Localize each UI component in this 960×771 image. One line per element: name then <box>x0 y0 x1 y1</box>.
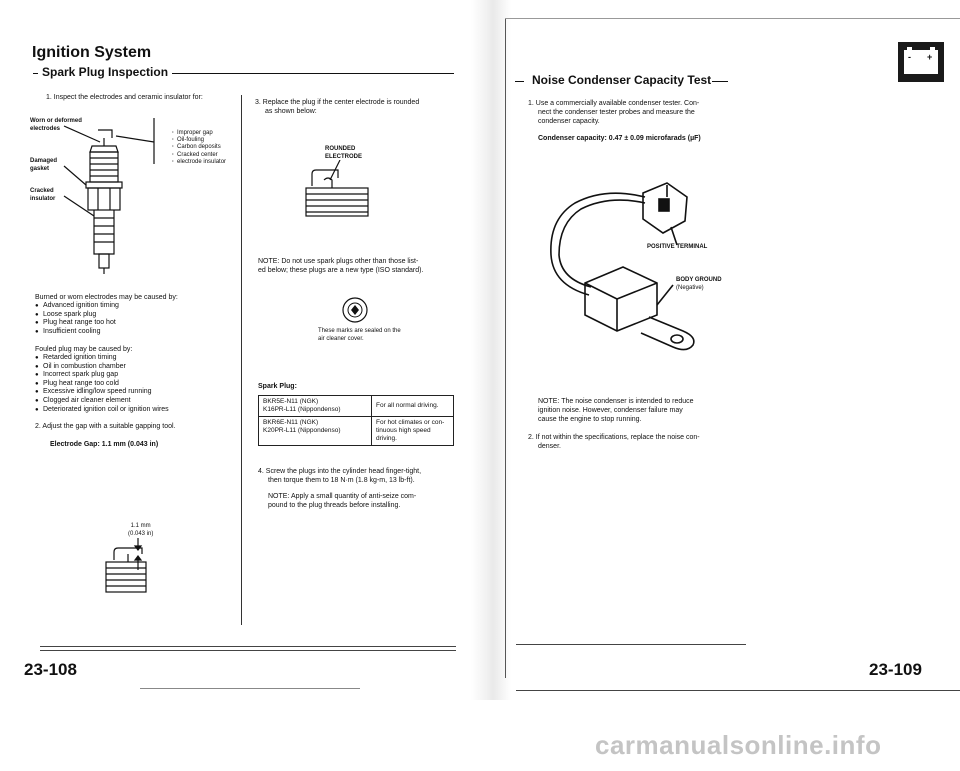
section-rule-right <box>712 81 728 82</box>
table-cell: For hot climates or con-tinuous high speed driving. <box>372 417 454 446</box>
table-row <box>259 417 454 446</box>
list-item: ● Incorrect spark plug gap <box>35 371 240 380</box>
battery-icon <box>898 42 944 82</box>
left-bottom-rule-1 <box>40 646 456 647</box>
table-row <box>259 396 454 417</box>
list-item: ● Loose spark plug <box>35 311 235 320</box>
burned-intro: Burned or worn electrodes may be caused by: <box>35 294 178 301</box>
label-body-ground: BODY GROUND (Negative) <box>676 277 722 291</box>
step-3-text: 3. Replace the plug if the center electrode is rounded as shown below: <box>255 99 420 115</box>
capacity-spec: Condenser capacity: 0.47 ± 0.09 microfarads (µF) <box>538 135 701 142</box>
step-1-text: 1. Inspect the electrodes and ceramic insulator for: <box>46 94 203 101</box>
spark-plug-heading: Spark Plug: <box>258 383 297 390</box>
step-2-text: 2. Adjust the gap with a suitable gapping tool. <box>35 423 176 430</box>
table-cell: For all normal driving. <box>372 396 454 417</box>
column-divider <box>241 95 242 625</box>
step-1-text: 1. Use a commercially available condenser tester. Con- nect the condenser tester probes and measure the condenser capacity. <box>528 100 700 125</box>
list-item: ● Advanced ignition timing <box>35 302 235 311</box>
list-item: · Cracked center <box>172 152 242 159</box>
list-item: ● Insufficient cooling <box>35 328 235 337</box>
list-item: · Carbon deposits <box>172 144 242 151</box>
gap-label: 1.1 mm (0.043 in) <box>128 523 154 537</box>
list-item: · electrode insulator <box>172 159 242 166</box>
table-cell: BKR5E-N11 (NGK) K16PR-L11 (Nippondenso) <box>259 396 372 417</box>
list-item: ● Plug heat range too cold <box>35 380 240 389</box>
watermark: carmanualsonline.info <box>595 730 882 760</box>
spark-plug-table <box>258 395 454 446</box>
rounded-electrode-diagram <box>300 160 380 222</box>
list-item: ● Deteriorated ignition coil or ignition wires <box>35 406 240 415</box>
note-iso: NOTE: Do not use spark plugs other than those list- ed below; these plugs are a new type (ISO standard). <box>258 258 424 274</box>
page-number-right: 23-109 <box>869 660 922 679</box>
right-bottom-rule <box>516 644 746 645</box>
iso-mark-icon <box>341 296 369 324</box>
spark-plug-diagram <box>60 112 170 282</box>
section-rule-left <box>515 81 524 82</box>
label-cracked-insulator: Cracked insulator <box>30 188 56 202</box>
fouled-causes-list <box>35 354 240 414</box>
right-bottom-rule-long <box>516 690 960 691</box>
fouled-intro: Fouled plug may be caused by: <box>35 346 133 353</box>
page-number-left: 23-108 <box>24 660 77 679</box>
list-item: ● Clogged air cleaner element <box>35 397 240 406</box>
note-condenser: NOTE: The noise condenser is intended to reduce ignition noise. However, condenser failure may cause the engine to stop running. <box>538 398 694 423</box>
inspection-conditions <box>172 130 242 166</box>
left-bottom-rule-2 <box>40 650 456 651</box>
rounded-electrode-label: ROUNDED ELECTRODE <box>325 146 363 160</box>
noise-condenser-diagram <box>545 175 745 375</box>
list-item: ● Plug heat range too hot <box>35 319 235 328</box>
label-damaged-gasket: Damaged gasket <box>30 158 58 172</box>
list-item: · Improper gap <box>172 130 242 137</box>
table-cell: BKR6E-N11 (NGK) K20PR-L11 (Nippondenso) <box>259 417 372 446</box>
section-rule-left <box>33 73 38 74</box>
gap-spec: Electrode Gap: 1.1 mm (0.043 in) <box>50 441 159 448</box>
label-positive-terminal: POSITIVE TERMINAL <box>647 244 708 250</box>
label-worn-electrodes: Worn or deformed electrodes <box>30 118 82 132</box>
gap-diagram <box>100 538 170 598</box>
burned-causes-list <box>35 302 235 336</box>
section-rule <box>172 73 454 74</box>
note-anti-seize: NOTE: Apply a small quantity of anti-seize com- pound to the plug threads before installing. <box>268 493 417 509</box>
top-edge-line <box>505 18 960 19</box>
gutter-edge-line <box>505 18 506 678</box>
step-2-text: 2. If not within the specifications, replace the noise con- denser. <box>528 434 700 450</box>
page-title: Ignition System <box>32 44 152 61</box>
left-footer-rule <box>140 688 360 689</box>
list-item: ● Oil in combustion chamber <box>35 363 240 372</box>
list-item: ● Excessive idling/low speed running <box>35 388 240 397</box>
list-item: · Oil-fouling <box>172 137 242 144</box>
battery-minus-label: - <box>908 52 911 62</box>
marks-note: These marks are sealed on the air cleaner cover. <box>318 328 401 342</box>
list-item: ● Retarded ignition timing <box>35 354 240 363</box>
section-heading: Spark Plug Inspection <box>42 65 169 79</box>
step-4-text: 4. Screw the plugs into the cylinder head finger-tight, then torque them to 18 N·m (1.8 kg-m, 13 lb-ft). <box>258 468 422 484</box>
section-heading: Noise Condenser Capacity Test <box>532 73 712 87</box>
battery-plus-label: + <box>927 52 933 62</box>
